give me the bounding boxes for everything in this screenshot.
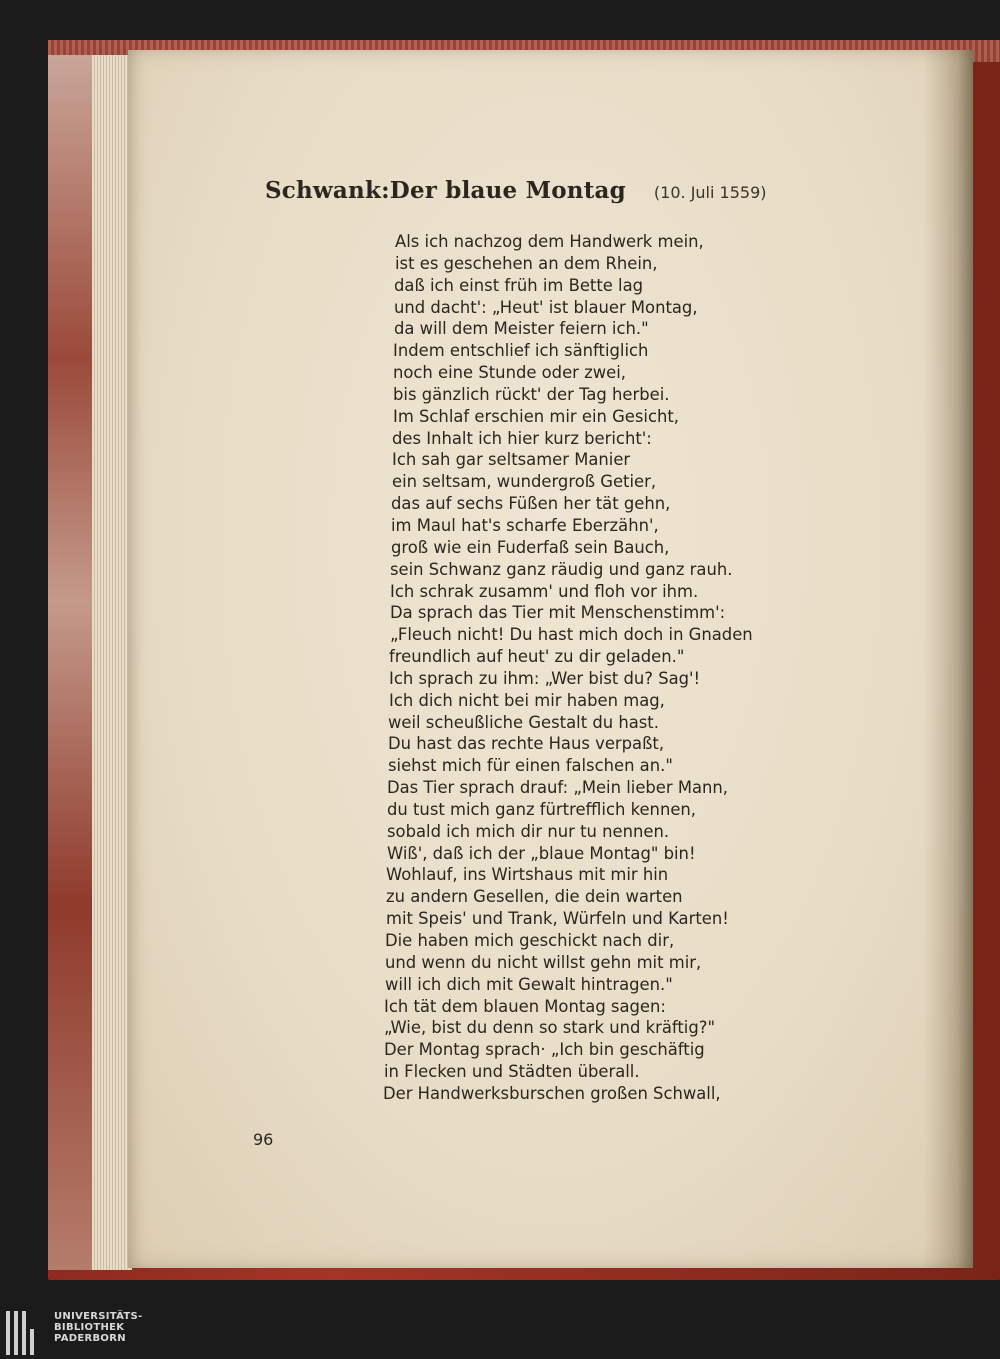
- poem-title-label: Schwank:: [265, 177, 390, 204]
- poem-line: „Wie, bist du denn so stark und kräftig?": [384, 1018, 715, 1038]
- poem-line: sein Schwanz ganz räudig und ganz rauh.: [390, 559, 733, 579]
- poem-date: (10. Juli 1559): [653, 183, 767, 202]
- poem-line: im Maul hat's scharfe Eberzähn',: [391, 515, 659, 535]
- library-logo-line: UNIVERSITÄTS-: [54, 1311, 143, 1322]
- poem-line: weil scheußliche Gestalt du hast.: [388, 712, 659, 732]
- poem-line: sobald ich mich dir nur tu nennen.: [387, 821, 670, 841]
- poem-line: und dacht': „Heut' ist blauer Montag,: [394, 297, 698, 317]
- library-logo-line: PADERBORN: [54, 1333, 126, 1344]
- book-cover-left-edge: [48, 55, 94, 1270]
- poem-line: ist es geschehen an dem Rhein,: [395, 253, 658, 273]
- poem-line: Ich sprach zu ihm: „Wer bist du? Sag'!: [389, 668, 701, 688]
- poem-line: daß ich einst früh im Bette lag: [394, 275, 644, 295]
- poem-line: Ich tät dem blauen Montag sagen:: [384, 996, 666, 1016]
- poem-line: Wohlauf, ins Wirtshaus mit mir hin: [386, 865, 669, 885]
- poem-line: des Inhalt ich hier kurz bericht':: [392, 428, 652, 448]
- poem-title: Der blaue Montag: [389, 177, 626, 204]
- poem-line: zu andern Gesellen, die dein warten: [386, 887, 683, 907]
- poem-line: will ich dich mit Gewalt hintragen.": [385, 974, 673, 994]
- poem-line: Der Handwerksburschen großen Schwall,: [383, 1083, 721, 1103]
- poem-line: in Flecken und Städten überall.: [384, 1062, 640, 1082]
- page-gutter-shadow: [923, 50, 973, 1268]
- poem-line: siehst mich für einen falschen an.": [388, 756, 673, 776]
- poem-line: Du hast das rechte Haus verpaßt,: [388, 734, 665, 754]
- poem-line: bis gänzlich rückt' der Tag herbei.: [393, 384, 670, 404]
- poem-text: [383, 231, 833, 1105]
- poem-line: „Fleuch nicht! Du hast mich doch in Gnaden: [390, 625, 753, 645]
- poem-line: Indem entschlief ich sänftiglich: [393, 341, 649, 361]
- poem-line: da will dem Meister feiern ich.": [394, 319, 649, 339]
- library-logo-line: BIBLIOTHEK: [54, 1322, 125, 1333]
- poem-line: du tust mich ganz fürtrefflich kennen,: [387, 799, 697, 819]
- library-logo-icon: [6, 1311, 46, 1355]
- poem-line: ein seltsam, wundergroß Getier,: [392, 472, 657, 492]
- poem-line: mit Speis' und Trank, Würfeln und Karten!: [386, 909, 729, 929]
- poem-line: Das Tier sprach drauf: „Mein lieber Mann,: [387, 778, 729, 798]
- poem-line: das auf sechs Füßen her tät gehn,: [391, 494, 671, 514]
- poem-line: Im Schlaf erschien mir ein Gesicht,: [393, 406, 680, 426]
- poem-line: Als ich nachzog dem Handwerk mein,: [395, 232, 704, 251]
- poem-heading: [265, 177, 915, 204]
- poem-line: groß wie ein Fuderfaß sein Bauch,: [391, 537, 670, 557]
- page-block-edges: [92, 55, 132, 1270]
- library-logo: [0, 1309, 220, 1357]
- poem-line: Ich sah gar seltsamer Manier: [392, 450, 631, 470]
- poem-line: Die haben mich geschickt nach dir,: [385, 931, 675, 950]
- page-number: 96: [253, 1130, 274, 1149]
- poem-line: noch eine Stunde oder zwei,: [393, 363, 626, 383]
- poem-line: Ich schrak zusamm' und floh vor ihm.: [390, 581, 699, 601]
- poem-line: Wiß', daß ich der „blaue Montag" bin!: [387, 843, 696, 863]
- poem-line: Da sprach das Tier mit Menschenstimm':: [390, 603, 726, 623]
- book-page: [128, 50, 973, 1268]
- library-logo-text: [54, 1311, 143, 1344]
- poem-line: Der Montag sprach· „Ich bin geschäftig: [384, 1040, 705, 1060]
- poem-line: und wenn du nicht willst gehn mit mir,: [385, 952, 702, 972]
- poem-line: freundlich auf heut' zu dir geladen.": [389, 647, 685, 667]
- poem-line: Ich dich nicht bei mir haben mag,: [389, 690, 665, 710]
